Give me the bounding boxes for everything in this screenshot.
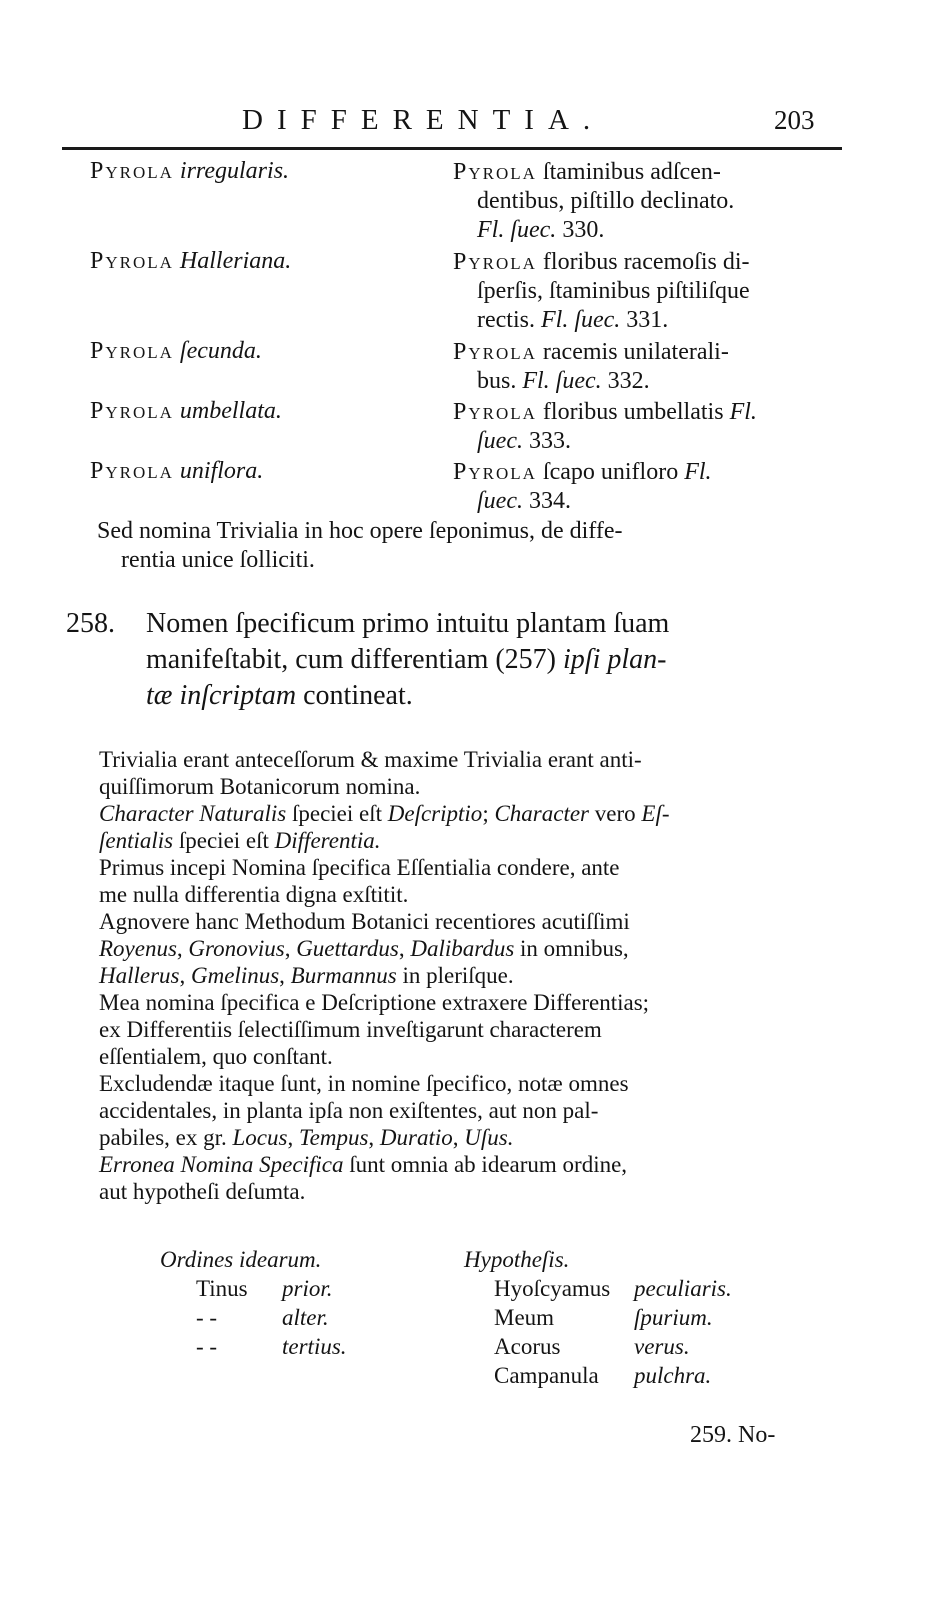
note-line: Sed nomina Trivialia in hoc opere ſeponimus, de diffe- [97, 518, 623, 544]
genus-name: Pyrola [90, 458, 174, 484]
text-run: Tempus [298, 1125, 369, 1150]
aphorism-line [146, 678, 846, 714]
commentary-line [99, 1151, 841, 1178]
text-run: rectis. [477, 307, 541, 333]
text-run: Character [494, 801, 590, 826]
commentary-line [99, 746, 841, 773]
diagnosis-line [453, 338, 729, 367]
commentary-line [99, 1178, 841, 1205]
synonym-name [90, 338, 262, 365]
text-run: , [176, 936, 189, 961]
text-run: 330. [556, 217, 605, 243]
text-run: ; [482, 801, 495, 826]
text-run: Burmannus [290, 963, 397, 988]
text-run: Gronovius [188, 936, 285, 961]
text-run: bus. [477, 368, 523, 394]
text-run: aut hypotheſi deſumta. [99, 1179, 306, 1204]
text-run: Dalibardus [410, 936, 515, 961]
commentary-line [99, 854, 841, 881]
synonym-diagnosis [453, 458, 712, 516]
text-run: ſuec. [477, 488, 523, 514]
commentary-line [99, 1016, 841, 1043]
text-run: Pyrola [453, 459, 537, 485]
text-run: Nomen ſpecificum primo intuitu plantam ſuam [146, 608, 670, 639]
commentary-line [99, 989, 841, 1016]
text-run: Duratio [379, 1125, 453, 1150]
aphorism-line [146, 642, 846, 678]
text-run: Agnovere hanc Methodum Botanici recentiores acutiſſimi [99, 909, 630, 934]
text-run: Pyrola [453, 339, 537, 365]
text-run: 332. [601, 368, 650, 394]
text-run: ſperſis, ſtaminibus piſtiliſque [477, 278, 750, 304]
genus-name: Pyrola [90, 398, 174, 424]
text-run: Uſus. [464, 1125, 514, 1150]
diagnosis-line [453, 367, 729, 396]
commentary-line [99, 1097, 841, 1124]
example-term: Tinus [196, 1276, 248, 1301]
text-run: 331. [620, 307, 669, 333]
synonym-name [90, 458, 263, 485]
text-run: Fl. [684, 459, 712, 485]
text-run: , [287, 1125, 299, 1150]
diagnosis-line [453, 306, 750, 335]
text-run: contineat. [296, 680, 413, 711]
commentary-line [99, 1124, 841, 1151]
text-run: Hallerus [99, 963, 180, 988]
genus-name: Pyrola [90, 248, 174, 274]
diagnosis-line [453, 248, 750, 277]
note-line: rentia unice ſolliciti. [121, 547, 315, 573]
text-run: Fl. [729, 399, 757, 425]
example-qualifier: ſpurium. [634, 1305, 713, 1330]
synonym-name [90, 248, 291, 275]
text-run: ſpeciei eſt [173, 828, 275, 853]
commentary-line [99, 935, 841, 962]
example-term: - - [196, 1334, 218, 1359]
commentary-line [99, 908, 841, 935]
synonym-name [90, 398, 282, 425]
text-run: Deſcriptio [387, 801, 483, 826]
example-term: Acorus [494, 1334, 561, 1359]
text-run: in pleriſque. [396, 963, 514, 988]
text-run: Trivialia erant anteceſſorum & maxime Trivialia erant anti- [99, 747, 642, 772]
text-run: Fl. ſuec. [540, 307, 621, 333]
text-run: , [398, 936, 411, 961]
diagnosis-line [453, 427, 757, 456]
text-run: Differentia. [274, 828, 381, 853]
text-run: Fl. ſuec. [477, 217, 557, 243]
text-run: , [284, 936, 297, 961]
text-run: dentibus, piſtillo declinato. [477, 188, 735, 214]
text-run: Gmelinus [191, 963, 280, 988]
text-run: pabiles, ex gr. [99, 1125, 233, 1150]
text-run: ſentialis [99, 828, 174, 853]
aphorism-number: 258. [66, 608, 115, 639]
example-qualifier: verus. [634, 1334, 690, 1359]
text-run: Character Naturalis [99, 801, 287, 826]
commentary-line [99, 773, 841, 800]
epithet: ſecunda. [173, 338, 262, 364]
synonym-diagnosis [453, 158, 734, 245]
synonym-diagnosis [453, 338, 729, 396]
text-run: ſtaminibus adſcen- [536, 159, 721, 185]
genus-name: Pyrola [90, 338, 174, 364]
text-run: racemis unilaterali- [536, 339, 729, 365]
commentary-line [99, 800, 841, 827]
text-run: Pyrola [453, 159, 537, 185]
commentary-paragraph [99, 908, 841, 989]
text-run: Eſ- [641, 801, 670, 826]
example-left-header: Ordines idearum. [160, 1247, 322, 1272]
example-right-header: Hypotheſis. [464, 1247, 570, 1272]
example-qualifier: tertius. [282, 1334, 347, 1359]
diagnosis-line [453, 277, 750, 306]
commentary [99, 746, 841, 1205]
synonym-diagnosis [453, 398, 757, 456]
commentary-paragraph [99, 800, 841, 854]
epithet: umbellata. [173, 398, 282, 424]
text-run: ipſi plan- [563, 644, 667, 675]
closing-note [97, 517, 857, 575]
text-run: Erronea Nomina Specifica [99, 1152, 344, 1177]
text-run: Locus [232, 1125, 288, 1150]
synonym-name [90, 158, 289, 185]
diagnosis-line [453, 398, 757, 427]
example-qualifier: peculiaris. [634, 1276, 732, 1301]
text-run: in omnibus, [514, 936, 629, 961]
example-qualifier: alter. [282, 1305, 329, 1330]
diagnosis-line [453, 487, 712, 516]
text-run: 333. [522, 428, 571, 454]
aphorism-line [146, 606, 846, 642]
example-qualifier: prior. [282, 1276, 333, 1301]
text-run: Mea nomina ſpecifica e Deſcriptione extraxere Differentias; [99, 990, 650, 1015]
commentary-line [99, 1070, 841, 1097]
text-run: , [179, 963, 191, 988]
commentary-line [99, 827, 841, 854]
text-run: ex Differentiis ſelectiſſimum inveſtigarunt characterem [99, 1017, 602, 1042]
text-run: floribus racemoſis di- [536, 249, 750, 275]
aphorism-text [146, 606, 846, 714]
catchword: 259. No- [690, 1422, 776, 1448]
text-run: manifeſtabit, cum differentiam (257) [146, 644, 564, 675]
diagnosis-line [453, 216, 734, 245]
text-run: ſunt omnia ab idearum ordine, [343, 1152, 628, 1177]
diagnosis-line [453, 187, 734, 216]
text-run: eſſentialem, quo conſtant. [99, 1044, 333, 1069]
text-run: Pyrola [453, 249, 537, 275]
running-title: DIFFERENTIA. [242, 104, 605, 136]
commentary-paragraph [99, 746, 841, 800]
text-run: ſcapo unifloro [536, 459, 685, 485]
example-qualifier: pulchra. [634, 1363, 712, 1388]
example-term: - - [196, 1305, 218, 1330]
commentary-paragraph [99, 1151, 841, 1205]
text-run: quiſſimorum Botanicorum nomina. [99, 774, 421, 799]
page-number: 203 [774, 105, 815, 135]
epithet: irregularis. [173, 158, 290, 184]
diagnosis-line [453, 158, 734, 187]
synonym-diagnosis [453, 248, 750, 335]
commentary-paragraph [99, 989, 841, 1070]
text-run: 334. [522, 488, 571, 514]
epithet: uniflora. [173, 458, 264, 484]
text-run: Fl. ſuec. [522, 368, 602, 394]
commentary-line [99, 881, 841, 908]
text-run: floribus umbellatis [536, 399, 730, 425]
text-run: Excludendæ itaque ſunt, in nomine ſpecifico, notæ omnes [99, 1071, 629, 1096]
commentary-paragraph [99, 1070, 841, 1151]
text-run: , [279, 963, 291, 988]
text-run: ſpeciei eſt [286, 801, 388, 826]
example-term: Campanula [494, 1363, 599, 1388]
text-run: Primus incepi Nomina ſpecifica Eſſentialia condere, ante [99, 855, 620, 880]
genus-name: Pyrola [90, 158, 174, 184]
header-rule [62, 147, 842, 150]
commentary-line [99, 962, 841, 989]
text-run: me nulla differentia digna exſtitit. [99, 882, 409, 907]
example-term: Meum [494, 1305, 555, 1330]
text-run: Pyrola [453, 399, 537, 425]
text-run: , [452, 1125, 465, 1150]
example-term: Hyoſcyamus [494, 1276, 611, 1301]
text-run: ſuec. [477, 428, 523, 454]
text-run: vero [589, 801, 642, 826]
text-run: Royenus [99, 936, 177, 961]
text-run: tæ inſcriptam [146, 680, 297, 711]
diagnosis-line [453, 458, 712, 487]
commentary-line [99, 1043, 841, 1070]
text-run: accidentales, in planta ipſa non exiſtentes, aut non pal- [99, 1098, 599, 1123]
text-run: , [368, 1125, 380, 1150]
commentary-paragraph [99, 854, 841, 908]
text-run: Guettardus [296, 936, 399, 961]
epithet: Halleriana. [173, 248, 292, 274]
